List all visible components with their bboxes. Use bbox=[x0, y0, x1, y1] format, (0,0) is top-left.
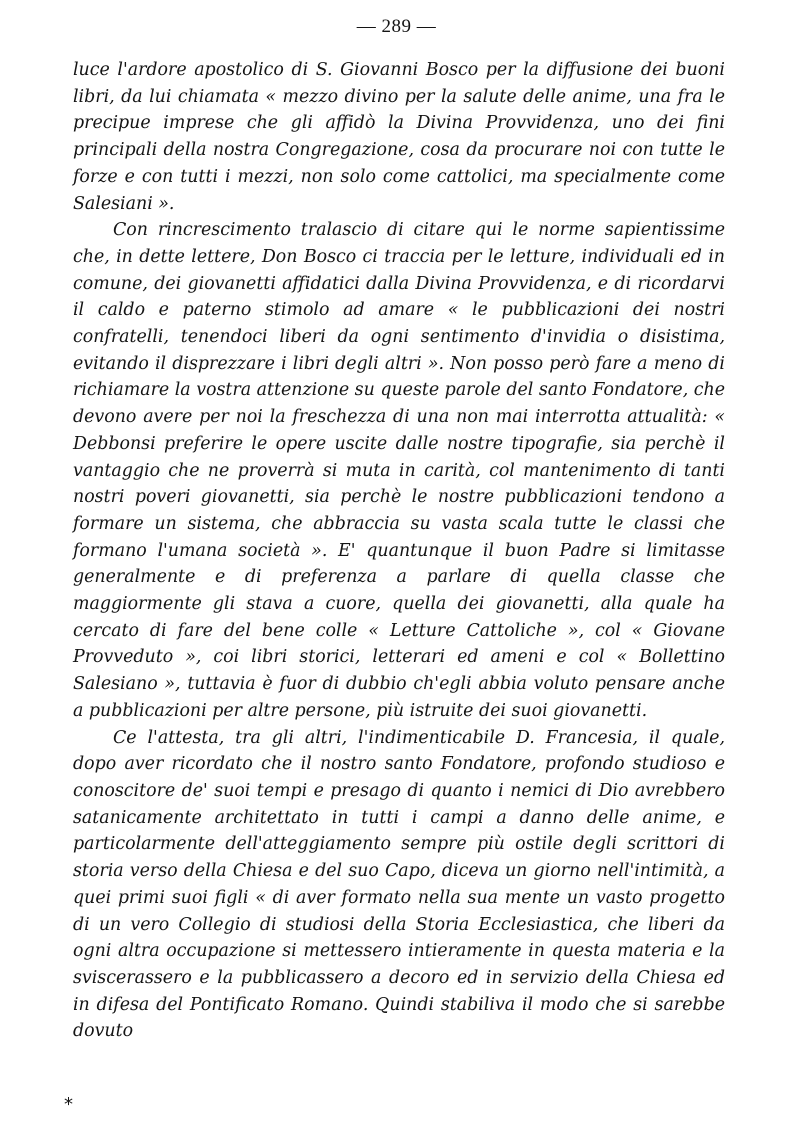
footnote-mark: * bbox=[64, 1094, 73, 1115]
paragraph-3: Ce l'attesta, tra gli altri, l'indimenticabile D. Francesia, il quale, dopo aver ricordato che il nostro santo Fondatore, profondo studioso e conoscitore de' suoi tempi e presago di quanto i nemici di Dio avrebbero satanicamente architettato in tutti i campi a danno delle anime, e particolarmente dell'atteggiamento sempre più ostile degli scrittori di storia verso della Chiesa e del suo Capo, diceva un giorno nell'intimità, a quei primi suoi figli « di aver formato nella sua mente un vasto progetto di un vero Collegio di studiosi della Storia Ecclesiastica, che liberi da ogni altra occupazione si mettessero intieramente in questa materia e la sviscerassero e la pubblicassero a decoro ed in servizio della Chiesa ed in difesa del Pontificato Romano. Quindi stabiliva il modo che si sarebbe dovuto bbox=[73, 727, 725, 1042]
body-text bbox=[73, 57, 725, 1045]
paragraph-2: Con rincrescimento tralascio di citare qui le norme sapientissime che, in dette lettere, Don Bosco ci traccia per le letture, individuali ed in comune, dei giovanetti affidatici dalla Divina Provvidenza, e di ricordarvi il caldo e paterno stimolo ad amare « le pubblicazioni dei nostri confratelli, tenendoci liberi da ogni sentimento d'invidia o disistima, evitando il disprezzare i libri degli altri ». Non posso però fare a meno di richiamare la vostra attenzione su queste parole del santo Fondatore, che devono avere per noi la freschezza di una non mai interrotta attualità: « Debbonsi preferire le opere uscite dalle nostre tipografie, sia perchè il vantaggio che ne proverrà si muta in carità, col mantenimento di tanti nostri poveri giovanetti, sia perchè le nostre pubblicazioni tendono a formare un sistema, che abbraccia su vasta scala tutte le classi che formano l'umana società ». E' quantunque il buon Padre si limitasse generalmente e di preferenza a parlare di quella classe che maggiormente gli stava a cuore, quella dei giovanetti, alla quale ha cercato di fare del bene colle « Letture Cattoliche », col « Giovane Provveduto », coi libri storici, letterari ed ameni e col « Bollettino Salesiano », tuttavia è fuor di dubbio ch'egli abbia voluto pensare anche a pubblicazioni per altre persone, più istruite dei suoi giovanetti. bbox=[73, 220, 725, 721]
paragraph-1: luce l'ardore apostolico di S. Giovanni Bosco per la diffusione dei buoni libri, da lui chiamata « mezzo divino per la salute delle anime, una fra le precipue imprese che gli affidò la Divina Provvidenza, uno dei fini principali della nostra Congregazione, cosa da procurare noi con tutte le forze e con tutti i mezzi, non solo come cattolici, ma specialmente come Salesiani ». bbox=[73, 60, 725, 214]
page-number: — 289 — bbox=[356, 16, 437, 37]
